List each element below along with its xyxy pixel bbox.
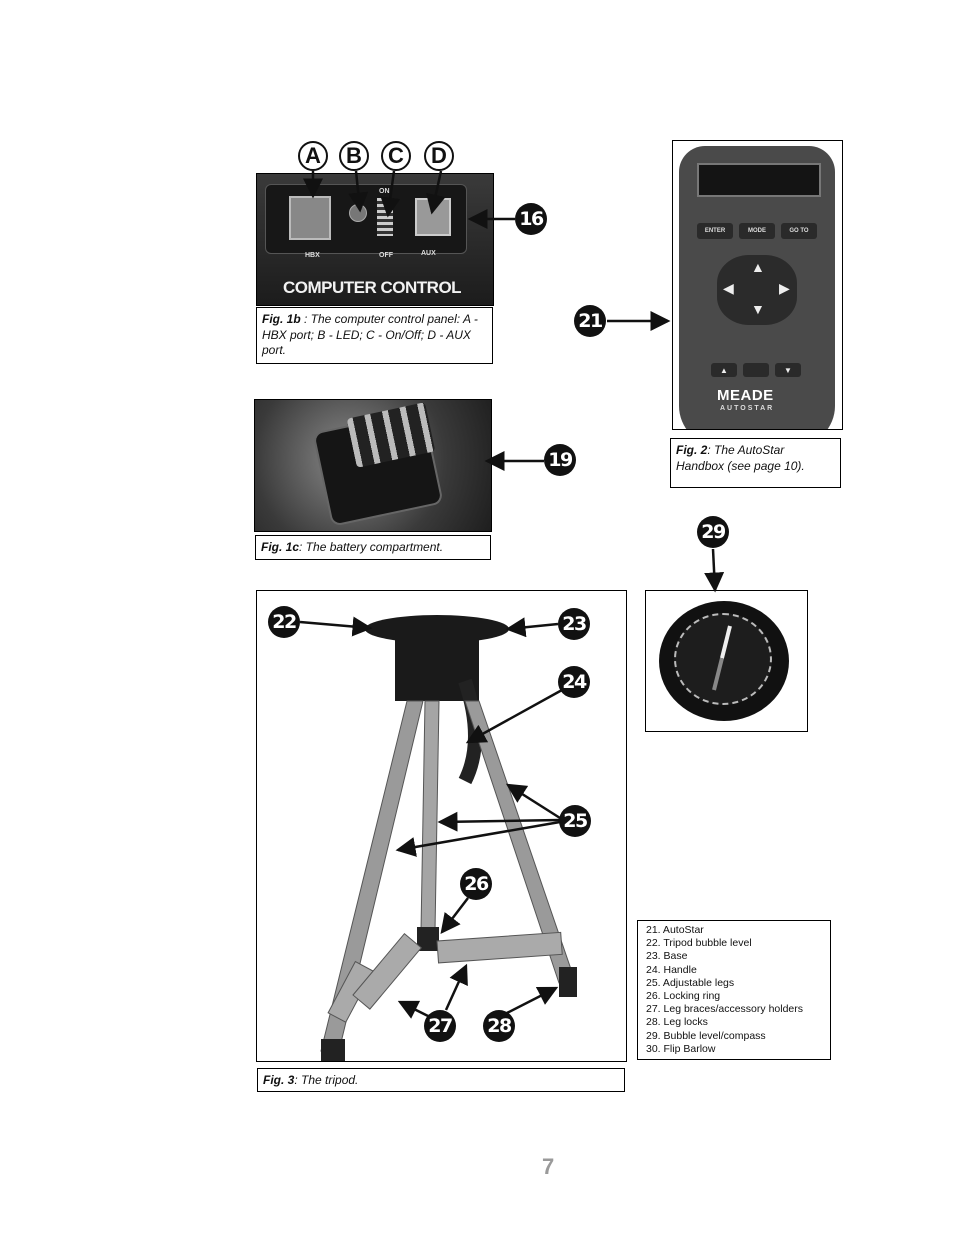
callout-28: 28 [483, 1010, 515, 1042]
computer-control-photo [256, 173, 494, 306]
legend-item: 27. Leg braces/accessory holders [646, 1003, 804, 1016]
callout-26: 26 [460, 868, 492, 900]
page-number: 7 [542, 1154, 555, 1179]
caption-fig-2-text: : The AutoStar Handbox (see page 10). [676, 443, 805, 473]
label-off: OFF [379, 252, 393, 259]
callout-27: 27 [424, 1010, 456, 1042]
letter-c: C [381, 141, 411, 171]
autostar-logo: AUTOSTAR [720, 405, 775, 412]
caption-fig-1b-text: : The computer control panel: A - HBX port; B - LED; C - On/Off; D - AUX port. [262, 312, 478, 357]
legend-item: 21. AutoStar [646, 924, 704, 936]
callout-25: 25 [559, 805, 591, 837]
legend-item: 28. Leg locks [646, 1016, 708, 1029]
letter-b: B [339, 141, 369, 171]
caption-fig-1b-label: Fig. 1b [262, 312, 301, 326]
callout-24: 24 [558, 666, 590, 698]
tripod-leg-lock [559, 967, 577, 997]
label-on: ON [379, 188, 390, 195]
caption-fig-3-text: : The tripod. [294, 1073, 359, 1087]
scroll-down-button[interactable]: ▼ [775, 363, 801, 377]
legend-item: 29. Bubble level/compass [646, 1029, 766, 1042]
meade-logo: MEADE [717, 387, 774, 404]
letter-a: A [298, 141, 328, 171]
scroll-up-button[interactable]: ▲ [711, 363, 737, 377]
caption-fig-3-label: Fig. 3 [263, 1073, 295, 1087]
legend-item: 25. Adjustable legs [646, 976, 735, 989]
callout-16: 16 [515, 203, 547, 235]
caption-fig-2 [670, 438, 841, 488]
legend-item: 24. Handle [646, 963, 697, 976]
switch-icon [377, 198, 393, 236]
arrow-down-icon[interactable]: ▼ [751, 301, 765, 317]
tripod-handle [465, 681, 475, 781]
leg-brace-right [437, 932, 562, 963]
legend-item: 30. Flip Barlow [646, 1042, 716, 1055]
caption-fig-1b [256, 307, 493, 364]
callout-19: 19 [544, 444, 576, 476]
autostar-display [697, 163, 821, 197]
caption-fig-3 [257, 1068, 625, 1092]
legend-item: 22. Tripod bubble level [646, 937, 752, 950]
caption-fig-1c-text: : The battery compartment. [299, 540, 444, 554]
label-aux: AUX [421, 250, 436, 257]
callout-23: 23 [558, 608, 590, 640]
arrow-left-icon[interactable]: ◀ [723, 280, 734, 296]
legend-item: 26. Locking ring [646, 990, 721, 1003]
caption-fig-1c-label: Fig. 1c [261, 540, 300, 554]
hbx-port-icon [289, 196, 331, 240]
callout-29: 29 [697, 516, 729, 548]
callout-21: 21 [574, 305, 606, 337]
caption-fig-2-label: Fig. 2 [676, 443, 708, 457]
tripod-leg-center [421, 701, 439, 931]
goto-button[interactable]: GO TO [781, 223, 817, 239]
arrow-29 [713, 549, 715, 590]
help-button[interactable] [743, 363, 769, 377]
parts-legend [637, 920, 831, 1060]
compass-photo-frame [645, 590, 808, 732]
tripod-foot [321, 1039, 345, 1061]
aux-port-icon [415, 198, 451, 236]
enter-button[interactable]: ENTER [697, 223, 733, 239]
arrow-right-icon[interactable]: ▶ [779, 280, 790, 296]
mode-button[interactable]: MODE [739, 223, 775, 239]
computer-control-title: COMPUTER CONTROL [283, 278, 462, 297]
battery-photo [254, 399, 492, 532]
led-icon [349, 204, 367, 222]
autostar-photo-frame [672, 140, 843, 430]
caption-fig-1c [255, 535, 491, 560]
legend-item: 23. Base [646, 950, 688, 963]
arrow-up-icon[interactable]: ▲ [751, 259, 765, 275]
callout-22: 22 [268, 606, 300, 638]
label-hbx: HBX [305, 252, 320, 259]
letter-d: D [424, 141, 454, 171]
